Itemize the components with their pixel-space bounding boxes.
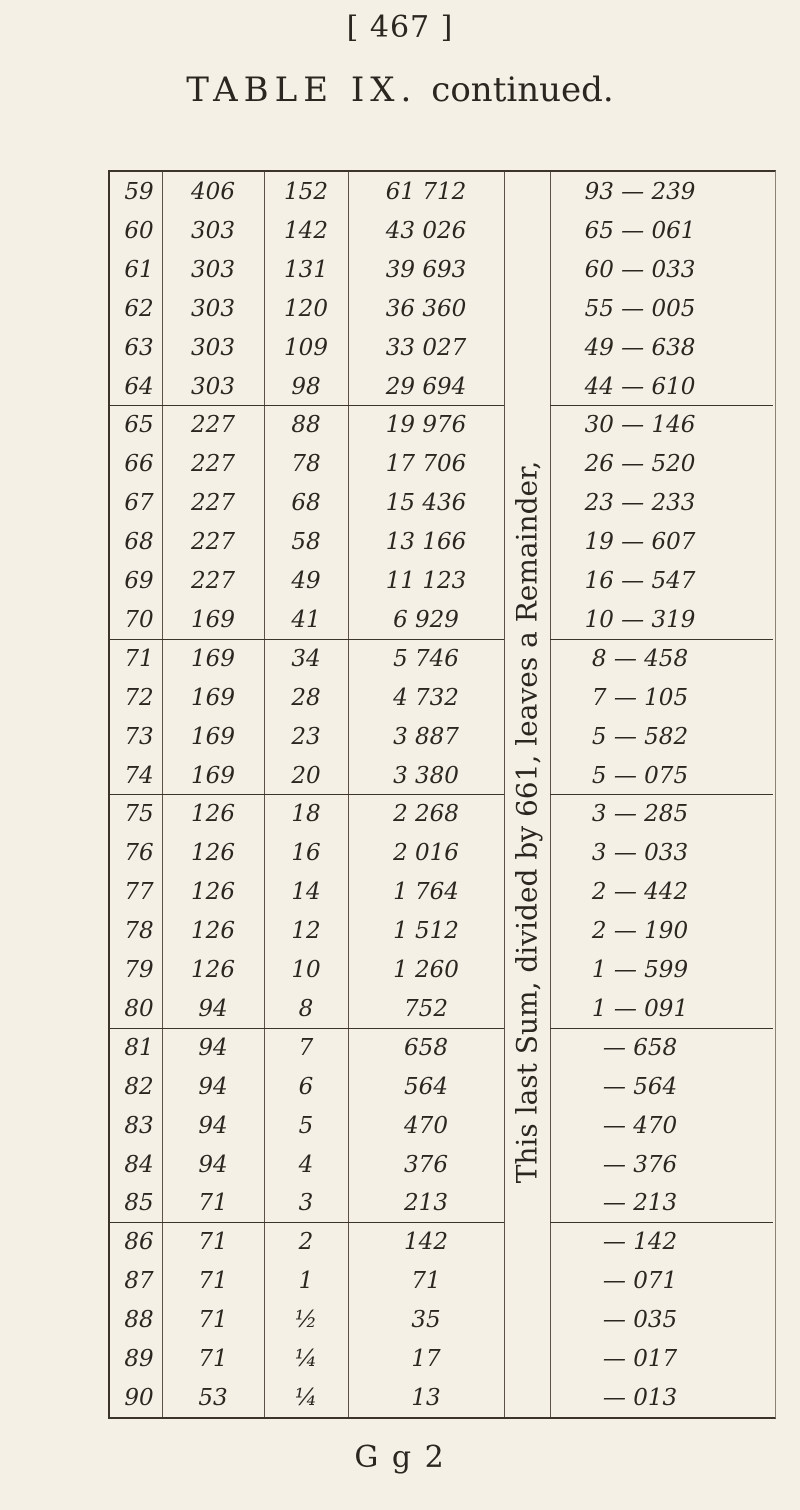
col-d-cell: 8 — 458: [591, 645, 689, 672]
col-b-cell: 109: [284, 334, 328, 361]
col-b-cell: 152: [284, 179, 328, 205]
col-a-cell: 94: [198, 1034, 228, 1061]
col-d-cell: 60 — 033: [584, 256, 696, 283]
col-d-cell: 30 — 146: [584, 412, 696, 439]
col-b-cell: 10: [291, 957, 321, 983]
age-cell: 84: [124, 1151, 154, 1178]
age-cell: 70: [124, 606, 154, 633]
col-c-cell: 17 706: [385, 451, 467, 478]
group-divider: [110, 794, 504, 795]
age-cell: 90: [124, 1384, 154, 1411]
table-row: [110, 833, 775, 873]
col-c-cell: 17: [411, 1346, 441, 1372]
col-c-cell: 2 016: [393, 840, 459, 867]
col-b-cell: 14: [291, 879, 321, 906]
col-d-cell: — 658: [602, 1034, 678, 1061]
annuity-table: [108, 170, 776, 1419]
col-d-cell: — 071: [602, 1268, 678, 1295]
age-cell: 81: [124, 1034, 154, 1061]
col-b-cell: 12: [291, 918, 321, 945]
age-cell: 68: [124, 529, 154, 556]
col-b-cell: 5: [298, 1112, 314, 1139]
col-d-cell: 23 — 233: [584, 490, 696, 517]
table-row: [110, 600, 775, 640]
col-a-cell: 227: [191, 412, 235, 439]
title-continued: continued.: [431, 70, 614, 110]
table-row: [110, 328, 775, 368]
table-row: [110, 367, 775, 407]
col-d-cell: 49 — 638: [584, 334, 696, 361]
col-d-cell: — 213: [602, 1190, 678, 1217]
col-d-cell: — 013: [602, 1384, 678, 1411]
col-c-cell: 35: [411, 1307, 441, 1334]
table-row: [110, 444, 775, 484]
col-b-cell: ¼: [294, 1384, 318, 1411]
col-b-cell: 1: [298, 1268, 314, 1295]
age-cell: 59: [124, 179, 154, 205]
age-cell: 85: [124, 1190, 154, 1217]
col-a-cell: 126: [191, 957, 235, 983]
col-b-cell: ¼: [294, 1346, 318, 1372]
col-c-cell: 71: [411, 1268, 441, 1295]
col-a-cell: 126: [191, 918, 235, 945]
col-d-cell: 26 — 520: [584, 451, 696, 478]
col-a-cell: 303: [191, 295, 235, 322]
col-b-cell: 18: [291, 801, 321, 828]
col-a-cell: 71: [198, 1307, 228, 1334]
group-divider: [550, 794, 773, 795]
table-row: [110, 211, 775, 251]
col-b-cell: 98: [291, 373, 321, 400]
age-cell: 80: [124, 995, 154, 1022]
age-cell: 63: [124, 334, 154, 361]
col-b-cell: 4: [298, 1151, 314, 1178]
age-cell: 62: [124, 295, 154, 322]
age-cell: 78: [124, 918, 154, 945]
age-cell: 69: [124, 568, 154, 594]
col-c-cell: 658: [404, 1034, 448, 1061]
col-c-cell: 29 694: [385, 373, 467, 400]
col-c-cell: 376: [404, 1151, 448, 1178]
col-d-cell: 1 — 599: [591, 957, 689, 983]
table-row: [110, 561, 775, 601]
col-d-cell: 5 — 582: [591, 723, 689, 750]
col-a-cell: 71: [198, 1229, 228, 1256]
col-c-cell: 13 166: [385, 529, 467, 556]
col-b-cell: 2: [298, 1229, 314, 1256]
col-a-cell: 227: [191, 490, 235, 517]
age-cell: 82: [124, 1073, 154, 1100]
col-a-cell: 94: [198, 1073, 228, 1100]
age-cell: 83: [124, 1112, 154, 1139]
col-b-cell: 78: [291, 451, 321, 478]
table-row: [110, 678, 775, 718]
col-b-cell: 41: [291, 606, 321, 633]
table-row: [110, 1145, 775, 1185]
title-caps: TABLE IX.: [186, 70, 418, 110]
group-divider: [550, 639, 773, 640]
page-number: [ 467 ]: [346, 10, 454, 45]
group-divider: [110, 639, 504, 640]
col-c-cell: 1 764: [393, 879, 459, 906]
col-d-cell: 65 — 061: [584, 217, 696, 244]
table-row: [110, 639, 775, 679]
col-b-cell: ½: [294, 1307, 318, 1334]
col-b-cell: 49: [291, 568, 321, 594]
group-divider: [110, 405, 504, 406]
col-c-cell: 39 693: [385, 256, 467, 283]
table-row: [110, 250, 775, 290]
age-cell: 73: [124, 723, 154, 750]
col-a-cell: 303: [191, 373, 235, 400]
col-d-cell: — 017: [602, 1346, 678, 1372]
col-b-cell: 68: [291, 490, 321, 517]
col-a-cell: 227: [191, 568, 235, 594]
table-row: [110, 989, 775, 1029]
table-row: [110, 1378, 775, 1418]
col-d-cell: — 470: [602, 1112, 678, 1139]
col-b-cell: 58: [291, 529, 321, 556]
col-d-cell: 10 — 319: [584, 606, 696, 633]
col-c-cell: 1 260: [393, 957, 459, 983]
table-row: [110, 522, 775, 562]
table-row: [110, 872, 775, 912]
age-cell: 86: [124, 1229, 154, 1256]
col-a-cell: 94: [198, 1112, 228, 1139]
col-a-cell: 303: [191, 217, 235, 244]
table-row: [110, 717, 775, 757]
table-row: [110, 1222, 775, 1262]
col-c-cell: 142: [404, 1229, 448, 1256]
col-d-cell: — 142: [602, 1229, 678, 1256]
table-row: [110, 950, 775, 990]
age-cell: 76: [124, 840, 154, 867]
col-c-cell: 213: [404, 1190, 448, 1217]
table-row: [110, 794, 775, 834]
age-cell: 89: [124, 1346, 154, 1372]
col-c-cell: 13: [411, 1384, 441, 1411]
col-b-cell: 34: [291, 645, 321, 672]
col-b-cell: 131: [284, 256, 328, 283]
table-row: [110, 405, 775, 445]
col-b-cell: 20: [291, 762, 321, 789]
col-a-cell: 406: [191, 179, 235, 205]
col-d-cell: 2 — 442: [591, 879, 689, 906]
age-cell: 67: [124, 490, 154, 517]
col-c-cell: 564: [404, 1073, 448, 1100]
col-a-cell: 126: [191, 879, 235, 906]
col-d-cell: 44 — 610: [584, 373, 696, 400]
age-cell: 88: [124, 1307, 154, 1334]
col-c-cell: 36 360: [385, 295, 467, 322]
col-d-cell: — 376: [602, 1151, 678, 1178]
col-c-cell: 470: [404, 1112, 448, 1139]
col-a-cell: 169: [191, 606, 235, 633]
age-cell: 71: [124, 645, 154, 672]
col-c-cell: 2 268: [393, 801, 459, 828]
col-a-cell: 53: [198, 1384, 228, 1411]
col-c-cell: 15 436: [385, 490, 467, 517]
col-c-cell: 4 732: [393, 684, 459, 711]
col-c-cell: 61 712: [385, 179, 467, 205]
age-cell: 74: [124, 762, 154, 789]
age-cell: 60: [124, 217, 154, 244]
col-c-cell: 19 976: [385, 412, 467, 439]
age-cell: 61: [124, 256, 154, 283]
table-row: [110, 911, 775, 951]
col-c-cell: 5 746: [393, 645, 459, 672]
col-c-cell: 33 027: [385, 334, 467, 361]
col-d-cell: 55 — 005: [584, 295, 696, 322]
col-a-cell: 227: [191, 529, 235, 556]
col-a-cell: 169: [191, 645, 235, 672]
col-a-cell: 303: [191, 256, 235, 283]
col-d-cell: 19 — 607: [584, 529, 696, 556]
age-cell: 66: [124, 451, 154, 478]
group-divider: [550, 405, 773, 406]
col-d-cell: 16 — 547: [584, 568, 696, 594]
table-row: [110, 1261, 775, 1301]
col-d-cell: — 035: [602, 1307, 678, 1334]
col-c-cell: 43 026: [385, 217, 467, 244]
group-divider: [110, 1222, 504, 1223]
table-row: [110, 1300, 775, 1340]
group-divider: [550, 1222, 773, 1223]
col-b-cell: 120: [284, 295, 328, 322]
col-b-cell: 23: [291, 723, 321, 750]
group-divider: [110, 1028, 504, 1029]
col-c-cell: 6 929: [393, 606, 459, 633]
age-cell: 87: [124, 1268, 154, 1295]
col-a-cell: 227: [191, 451, 235, 478]
table-row: [110, 1067, 775, 1107]
age-cell: 75: [124, 801, 154, 828]
age-cell: 77: [124, 879, 154, 906]
col-a-cell: 303: [191, 334, 235, 361]
col-a-cell: 94: [198, 1151, 228, 1178]
col-b-cell: 6: [298, 1073, 314, 1100]
age-cell: 65: [124, 412, 154, 439]
col-b-cell: 28: [291, 684, 321, 711]
col-d-cell: — 564: [602, 1073, 678, 1100]
col-a-cell: 126: [191, 801, 235, 828]
col-b-cell: 8: [298, 995, 314, 1022]
col-c-cell: 752: [404, 995, 448, 1022]
col-d-cell: 3 — 285: [591, 801, 689, 828]
col-a-cell: 169: [191, 762, 235, 789]
col-d-cell: 2 — 190: [591, 918, 689, 945]
table-row: [110, 1028, 775, 1068]
table-row: [110, 483, 775, 523]
col-a-cell: 94: [198, 995, 228, 1022]
col-a-cell: 71: [198, 1268, 228, 1295]
side-note: This last Sum, divided by 661, leaves a Remainder,: [510, 460, 544, 1184]
group-divider: [550, 1028, 773, 1029]
col-b-cell: 7: [298, 1034, 314, 1061]
col-d-cell: 1 — 091: [591, 995, 689, 1022]
age-cell: 79: [124, 957, 154, 983]
col-a-cell: 126: [191, 840, 235, 867]
col-a-cell: 71: [198, 1346, 228, 1372]
table-row: [110, 1183, 775, 1223]
table-row: [110, 1339, 775, 1379]
col-d-cell: 7 — 105: [591, 684, 689, 711]
col-d-cell: 3 — 033: [591, 840, 689, 867]
col-c-cell: 3 380: [393, 762, 459, 789]
col-c-cell: 11 123: [385, 568, 467, 594]
col-a-cell: 71: [198, 1190, 228, 1217]
age-cell: 64: [124, 373, 154, 400]
col-b-cell: 142: [284, 217, 328, 244]
col-c-cell: 3 887: [393, 723, 459, 750]
signature-mark: G g 2: [354, 1440, 446, 1475]
col-b-cell: 3: [298, 1190, 314, 1217]
table-row: [110, 172, 775, 212]
table-row: [110, 756, 775, 796]
col-d-cell: 5 — 075: [591, 762, 689, 789]
col-b-cell: 16: [291, 840, 321, 867]
table-row: [110, 1106, 775, 1146]
col-c-cell: 1 512: [393, 918, 459, 945]
col-a-cell: 169: [191, 723, 235, 750]
col-a-cell: 169: [191, 684, 235, 711]
table-title: [0, 70, 800, 110]
col-d-cell: 93 — 239: [584, 179, 696, 205]
col-b-cell: 88: [291, 412, 321, 439]
table-row: [110, 289, 775, 329]
age-cell: 72: [124, 684, 154, 711]
